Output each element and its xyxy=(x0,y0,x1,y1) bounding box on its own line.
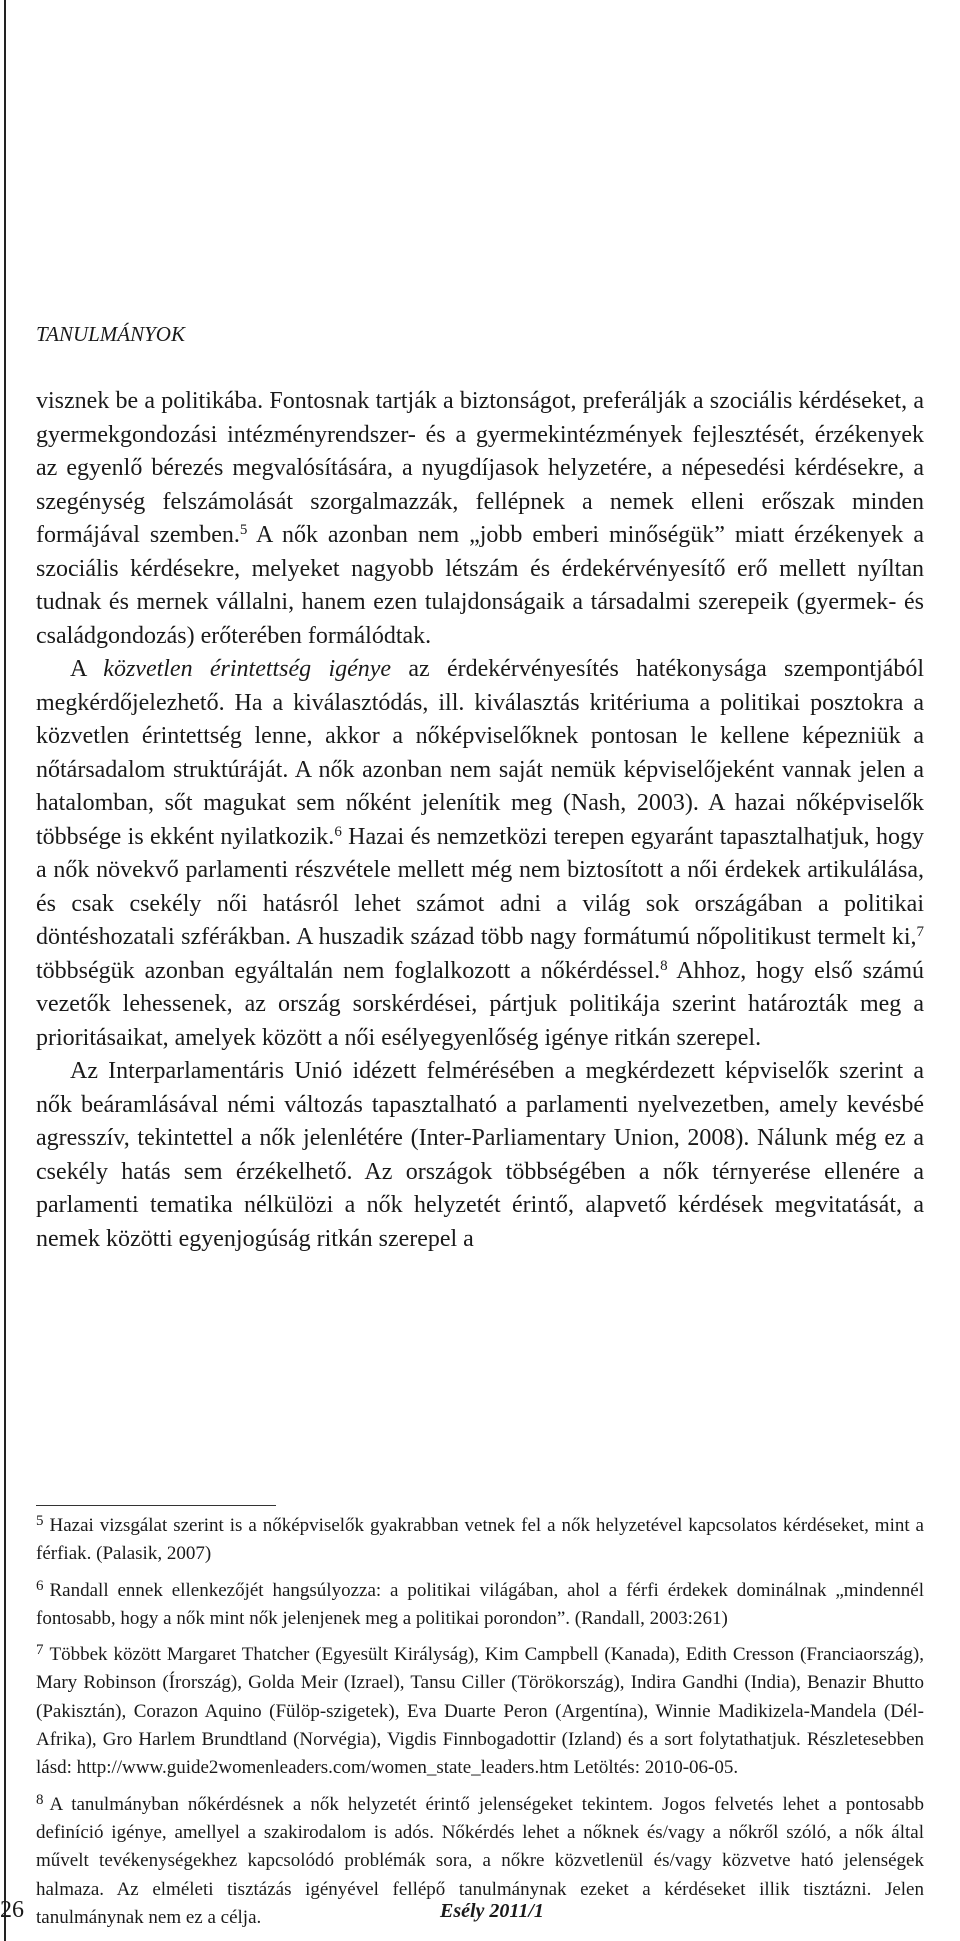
left-margin-rule xyxy=(4,0,6,1941)
footnote-ref-8[interactable]: 8 xyxy=(660,957,668,974)
paragraph-2-text-b: az érdekérvényesítés hatékonysága szempontjából megkérdőjelezhető. Ha a kiválasztódás, ill. kiválasztás kritériuma a politikai posztokra a közvetlen érintettség lenne, akkor a nőképviselőknek pontosan le kellene képezniük a nőtársadalom struktúráját. A nők azonban nem saját nemük képviselőjeként vannak jelen a hatalomban, sőt magukat sem nőként jelenítik meg (Nash, 2003). A hazai nőképviselők többsége is ekként nyilatkozik. xyxy=(36,656,924,850)
paragraph-2-text-e: Ahhoz, hogy első számú vezetők lehessenek, az ország sorskérdései, pártjuk politikája szerint határozták meg a prioritásaikat, amelyek között a női esélyegyenlőség igénye ritkán szerepel. xyxy=(36,957,924,1051)
footnote-5 xyxy=(36,1512,924,1569)
main-text xyxy=(36,385,924,1256)
footnote-text: A tanulmányban nőkérdésnek a nők helyzetét érintő jelenségeket tekintem. Jogos felvetés lehet a pontosabb definíció igénye, amellyel a szakirodalom is adós. Nőkérdés lehet a nőknek és/vagy a nőkről szóló, a nők által művelt tevékenységekhez kapcsolódó problémák sora, a nőkre közvetlenül és/vagy közvetve ható jelenségek halmaza. Az elméleti tisztázás igényével fellépő tanulmánynak ezeket a kérdéseket illik tisztázni. Jelen tanulmánynak nem ez a célja. xyxy=(36,1793,924,1928)
paragraph-1-text-a: visznek be a politikába. Fontosnak tartják a biztonságot, preferálják a szociális kérdéseket, a gyermekgondozási intézményrendszer- és a gyermekintézmények fejlesztését, érzékenyek az egyenlő bérezés megvalósítására, a nyugdíjasok helyzetére, a népesedési kérdésekre, a szegénység felszámolását szorgalmazzák, fellépnek a nemek elleni erőszak minden formájával szemben. xyxy=(36,388,924,548)
footnote-number: 7 xyxy=(36,1642,44,1659)
footnote-ref-6[interactable]: 6 xyxy=(334,823,342,840)
footnote-text: Randall ennek ellenkezőjét hangsúlyozza: a politikai világában, ahol a férfi érdekek dominálnak „mindennél fontosabb, hogy a nők mint nők jelenjenek meg a politikai porondon”. (Randall, 2003:261) xyxy=(36,1579,924,1629)
page-number: 26 xyxy=(0,1897,24,1923)
footnote-7 xyxy=(36,1641,924,1782)
footnote-separator xyxy=(36,1505,276,1506)
footnote-ref-7[interactable]: 7 xyxy=(916,923,924,940)
paragraph-2-text-c: Hazai és nemzetközi terepen egyaránt tapasztalhatjuk, hogy a nők növekvő parlamenti részvétele mellett még nem biztosított a női érdekek artikulálása, és csak csekély női hatásról lehet számot adni a világ sok országában a politikai döntéshozatali szférákban. A huszadik század több nagy formátumú nőpolitikust termelt ki, xyxy=(36,823,924,950)
paragraph-1-text-b: A nők azonban nem „jobb emberi minőségük” miatt érzékenyek a szociális kérdésekre, melyeket nagyobb létszám és érdekérvényesítő erő mellett nyíltan tudnak és mernek vállalni, hanem ezen tulajdonságaik a társadalmi szerepeik (gyermek- és családgondozás) erőterében formálódtak. xyxy=(36,522,925,649)
footnote-number: 6 xyxy=(36,1577,44,1594)
footnote-number: 8 xyxy=(36,1791,44,1808)
paragraph-2-text-d: többségük azonban egyáltalán nem foglalkozott a nőkérdéssel. xyxy=(36,957,661,984)
paragraph-2-text-a: A xyxy=(70,656,104,682)
footnote-6 xyxy=(36,1577,924,1634)
journal-title: Esély 2011/1 xyxy=(440,1900,544,1922)
section-header: TANULMÁNYOK xyxy=(36,322,185,346)
paragraph-2-emphasis: közvetlen érintettség igénye xyxy=(103,656,392,682)
paragraph-2 xyxy=(36,653,924,1055)
footnote-text: Hazai vizsgálat szerint is a nőképviselők gyakrabban vetnek fel a nők helyzetével kapcsolatos kérdéseket, mint a férfiak. (Palasik, 2007) xyxy=(36,1515,924,1565)
paragraph-1 xyxy=(36,385,924,653)
footnote-ref-5[interactable]: 5 xyxy=(239,521,248,538)
paragraph-3: Az Interparlamentáris Unió idézett felmérésében a megkérdezett képviselők szerint a nők beáramlásával némi változás tapasztalható a parlamenti nyelvezetben, amely kevésbé agresszív, tekintettel a nők jelenlétére (Inter-Parliamentary Union, 2008). Nálunk még ez a csekély hatás sem érzékelhető. Az országok többségében a nők térnyerése ellenére a parlamenti tematika nélkülözi a nők helyzetét érintő, alapvető kérdések megvitatását, a nemek közötti egyenjogúság ritkán szerepel a xyxy=(36,1058,924,1252)
footnotes xyxy=(36,1512,924,1940)
footnote-text: Többek között Margaret Thatcher (Egyesült Királyság), Kim Campbell (Kanada), Edith Cresson (Franciaország), Mary Robinson (Írország), Golda Meir (Izrael), Tansu Ciller (Törökország), Indira Gandhi (India), Benazir Bhutto (Pakisztán), Corazon Aquino (Fülöp-szigetek), Eva Duarte Peron (Argentína), Winnie Madikizela-Mandela (Dél-Afrika), Gro Harlem Brundtland (Norvégia), Vigdis Finnbogadottir (Izland) és a sort folytathatjuk. Részletesebben lásd: http://www.guide2womenleaders.com/women_state_leaders.htm Letöltés: 2010-06-05. xyxy=(36,1644,924,1779)
footnote-number: 5 xyxy=(36,1513,44,1529)
